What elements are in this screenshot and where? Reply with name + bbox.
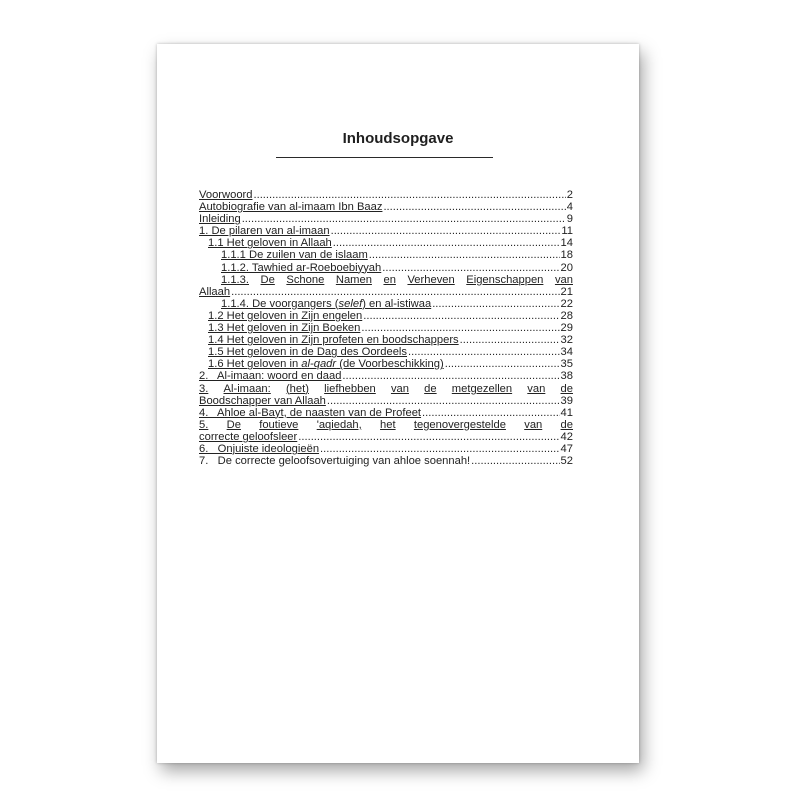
toc-entry-5-line2[interactable]: [199, 431, 573, 443]
toc-word: 'aqiedah,: [316, 418, 362, 431]
toc-page-number: 39: [560, 394, 573, 407]
toc-word: De: [260, 273, 275, 286]
toc-label-part: 1.1.4. De voorgangers (: [221, 297, 339, 310]
toc-word: de: [560, 382, 573, 395]
toc-page-number: 32: [560, 334, 573, 347]
toc-label: 1.1.1 De zuilen van de islaam: [221, 249, 368, 262]
toc-page-number: 2: [566, 189, 573, 201]
toc-label-part: (de Voorbeschikking): [336, 358, 444, 371]
toc-leader-dots: [361, 322, 559, 334]
toc-leader-dots: [333, 237, 560, 249]
toc-label: Boodschapper van Allaah: [199, 394, 326, 407]
toc-leader-dots: [320, 443, 560, 455]
toc-entry-1-3[interactable]: [199, 322, 573, 334]
toc-page-number: 22: [560, 297, 573, 310]
toc-label: 1.3 Het geloven in Zijn Boeken: [208, 322, 361, 335]
toc-leader-dots: [231, 286, 559, 298]
toc-page-number: 42: [560, 430, 573, 443]
toc-word: 5.: [199, 418, 209, 431]
toc-word: metgezellen: [451, 382, 513, 395]
toc-entry-5-line1[interactable]: [199, 419, 573, 431]
toc-entry-pilaren[interactable]: [199, 225, 573, 237]
toc-page-number: 29: [560, 322, 573, 335]
toc-leader-dots: [242, 213, 566, 225]
toc-page-number: 11: [561, 225, 573, 238]
toc-label: 2. Al-imaan: woord en daad: [199, 370, 342, 383]
toc-leader-dots: [363, 310, 559, 322]
toc-leader-dots: [422, 407, 560, 419]
toc-page-number: 20: [560, 261, 573, 274]
toc-label: 7. De correcte geloofsovertuiging van ahloe soennah!: [199, 455, 471, 468]
toc-label: [208, 358, 444, 370]
toc-entry-inleiding[interactable]: [199, 213, 573, 225]
toc-label-part: ) en al-istiwaa: [362, 297, 432, 310]
toc-word: van: [524, 418, 543, 431]
toc-page-number: 9: [566, 213, 573, 226]
toc-label: 1.1.2. Tawhied ar-Roeboebiyyah: [221, 261, 382, 274]
toc-word: Schone: [286, 273, 325, 286]
book-page: [157, 44, 639, 763]
toc-label-emphasis: al-qadr: [301, 358, 337, 371]
toc-word: en: [383, 273, 396, 286]
toc-label: correcte geloofsleer: [199, 430, 298, 443]
toc-label: 6. Onjuiste ideologieën: [199, 442, 320, 455]
toc-label: Voorwoord: [199, 189, 253, 201]
toc-entry-4[interactable]: [199, 407, 573, 419]
toc-label-emphasis: selef: [338, 297, 363, 310]
toc-leader-dots: [432, 298, 559, 310]
toc-entry-3-line2[interactable]: [199, 395, 573, 407]
toc-word: liefhebben: [324, 382, 376, 395]
toc-page-number: 35: [560, 358, 573, 371]
toc-label: 1.2 Het geloven in Zijn engelen: [208, 309, 363, 322]
toc-entry-1-2[interactable]: [199, 310, 573, 322]
toc-page-number: 14: [560, 237, 573, 250]
toc-word: Namen: [335, 273, 372, 286]
toc-word: De: [226, 418, 241, 431]
toc-entry-3-line1[interactable]: [199, 383, 573, 395]
toc-leader-dots: [298, 431, 559, 443]
toc-leader-dots: [327, 395, 560, 407]
toc-label: Allaah: [199, 285, 231, 298]
toc-entry-voorwoord[interactable]: [199, 189, 573, 201]
toc-entry-1-1-2[interactable]: [199, 262, 573, 274]
toc-label: 4. Ahloe al-Bayt, de naasten van de Profeet: [199, 406, 422, 419]
toc-label: 1.4 Het geloven in Zijn profeten en boodschappers: [208, 334, 459, 347]
toc-entry-1-1-3-line2[interactable]: [199, 286, 573, 298]
toc-page-number: 21: [560, 285, 573, 298]
toc-leader-dots: [382, 262, 559, 274]
toc-label: 1. De pilaren van al-imaan: [199, 225, 330, 238]
toc-word: het: [380, 418, 396, 431]
toc-entry-7[interactable]: [199, 455, 573, 467]
toc-page-number: 38: [560, 370, 573, 383]
toc-page-number: 4: [566, 201, 573, 214]
toc-entry-autobiografie[interactable]: [199, 201, 573, 213]
toc-label: Autobiografie van al-imaam Ibn Baaz: [199, 201, 383, 214]
toc-page-number: 41: [560, 406, 573, 419]
toc-label: 1.1 Het geloven in Allaah: [208, 237, 332, 250]
title-underline: [276, 157, 493, 158]
toc-word: 1.1.3.: [221, 273, 249, 286]
toc-entry-1-4[interactable]: [199, 334, 573, 346]
toc-word: Eigenschappen: [466, 273, 544, 286]
toc-entry-1-1-1[interactable]: [199, 249, 573, 261]
toc-label: [221, 298, 431, 310]
toc-word: Verheven: [407, 273, 455, 286]
toc-leader-dots: [460, 334, 560, 346]
toc-entry-1-1[interactable]: [199, 237, 573, 249]
toc-leader-dots: [253, 189, 565, 201]
toc-word: de: [560, 418, 573, 431]
toc-page-number: 18: [560, 249, 573, 262]
toc-leader-dots: [471, 455, 559, 467]
toc-leader-dots: [331, 225, 561, 237]
toc-entry-2[interactable]: [199, 370, 573, 382]
toc-word: van: [390, 382, 409, 395]
toc-leader-dots: [383, 201, 565, 213]
toc-entry-1-6[interactable]: [199, 358, 573, 370]
toc-label: Inleiding: [199, 213, 241, 226]
toc-page-number: 28: [560, 309, 573, 322]
toc-word: tegenovergestelde: [413, 418, 506, 431]
toc-label: 1.5 Het geloven in de Dag des Oordeels: [208, 346, 408, 359]
toc-leader-dots: [369, 249, 560, 261]
toc-entry-1-5[interactable]: [199, 346, 573, 358]
toc-word: van: [527, 382, 546, 395]
toc-page-number: 34: [560, 346, 573, 359]
toc-word: (het): [285, 382, 309, 395]
toc-word: foutieve: [259, 418, 299, 431]
table-of-contents: [199, 189, 573, 467]
toc-entry-6[interactable]: [199, 443, 573, 455]
toc-entry-1-1-3-line1[interactable]: [199, 274, 573, 286]
toc-entry-1-1-4[interactable]: [199, 298, 573, 310]
toc-page-number: 52: [560, 455, 573, 468]
toc-word: van: [554, 273, 573, 286]
toc-leader-dots: [342, 370, 559, 382]
toc-leader-dots: [445, 358, 560, 370]
toc-word: de: [424, 382, 437, 395]
page-title: Inhoudsopgave: [342, 130, 454, 147]
toc-leader-dots: [408, 346, 560, 358]
toc-word: 3.: [199, 382, 209, 395]
toc-word: Al-imaan:: [223, 382, 271, 395]
toc-label-part: 1.6 Het geloven in: [208, 358, 302, 371]
toc-page-number: 47: [560, 442, 573, 455]
